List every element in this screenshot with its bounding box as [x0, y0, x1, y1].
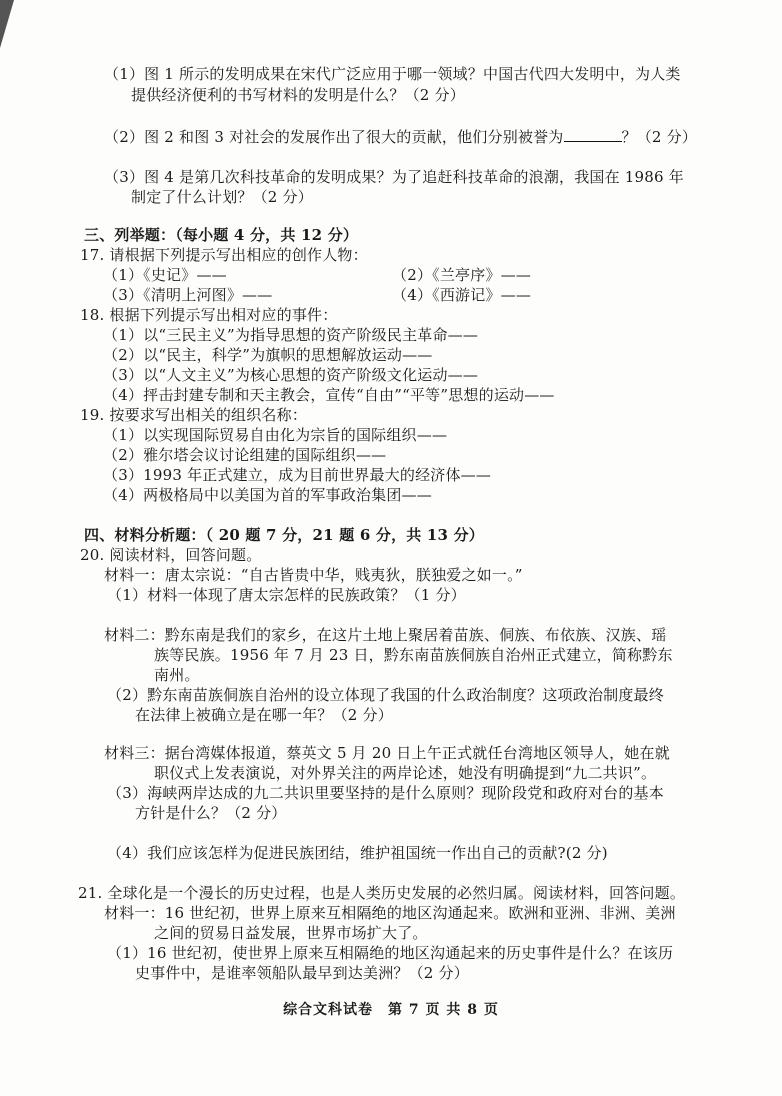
- q17-item: （3）《清明上河图》——: [103, 286, 273, 304]
- q21-material1-line1: 材料一：16 世纪初，世界上原来互相隔绝的地区沟通起来。欧洲和亚洲、非洲、美洲: [104, 904, 676, 922]
- q20-sub3-line2: 方针是什么？（2 分）: [135, 804, 287, 822]
- q20-material2-line1: 材料二：黔东南是我们的家乡，在这片土地上聚居着苗族、侗族、布依族、汉族、瑶: [104, 626, 667, 644]
- section4-heading: 四、材料分析题：（ 20 题 7 分，21 题 6 分，共 13 分）: [84, 526, 484, 544]
- q16-part2: [104, 127, 697, 147]
- q21-material1-line2: 之间的贸易日益发展，世界市场扩大了。: [154, 924, 428, 942]
- q21-sub1-line1: （1）16 世纪初，使世界上原来互相隔绝的地区沟通起来的历史事件是什么？在该历: [107, 944, 674, 962]
- q18-item: （1）以“三民主义”为指导思想的资产阶级民主革命——: [103, 326, 479, 344]
- page-footer: 综合文科试卷 第 7 页 共 8 页: [283, 1002, 499, 1018]
- q18-item: （3）以“人文主义”为核心思想的资产阶级文化运动——: [103, 366, 479, 384]
- q18-stem: 18. 根据下列提示写出相对应的事件：: [80, 306, 338, 324]
- q19-item: （4）两极格局中以美国为首的军事政治集团——: [103, 486, 432, 504]
- q19-item: （3）1993 年正式建立，成为目前世界最大的经济体——: [103, 466, 492, 484]
- q17-item: （2）《兰亭序》——: [392, 266, 532, 284]
- q20-stem: 20. 阅读材料，回答问题。: [80, 546, 262, 564]
- q21-stem: 21. 全球化是一个漫长的历史过程，也是人类历史发展的必然归属。阅读材料，回答问题。: [78, 884, 686, 902]
- q16-part1-line2: 提供经济便利的书写材料的发明是什么？（2 分）: [131, 86, 465, 104]
- q18-item: （4）抨击封建专制和天主教会，宣传“自由”“平等”思想的运动——: [103, 386, 555, 404]
- q20-sub2-line1: （2）黔东南苗族侗族自治州的设立体现了我国的什么政治制度？这项政治制度最终: [107, 686, 664, 704]
- q21-sub1-line2: 史事件中，是谁率领船队最早到达美洲？（2 分）: [135, 964, 469, 982]
- q20-material3-line2: 职仪式上发表演说，对外界关注的两岸论述，她没有明确提到“九二共识”。: [154, 764, 657, 782]
- q20-sub4: （4）我们应该怎样为促进民族团结，维护祖国统一作出自己的贡献?(2 分): [107, 844, 608, 862]
- q17-item: （4）《西游记》——: [392, 286, 532, 304]
- q17-stem: 17. 请根据下列提示写出相应的创作人物：: [80, 246, 368, 264]
- q19-item: （2）雅尔塔会议讨论组建的国际组织——: [103, 446, 387, 464]
- q20-material2-line2: 族等民族。1956 年 7 月 23 日，黔东南苗族侗族自治州正式建立，简称黔东: [154, 646, 673, 664]
- section3-heading: 三、列举题：（每小题 4 分，共 12 分）: [84, 226, 359, 244]
- scan-corner-mark: [0, 0, 14, 48]
- q20-sub3-line1: （3）海峡两岸达成的九二共识里要坚持的是什么原则？现阶段党和政府对台的基本: [107, 784, 664, 802]
- answer-blank: [564, 127, 622, 142]
- q19-item: （1）以实现国际贸易自由化为宗旨的国际组织——: [103, 426, 448, 444]
- q16-part3-line2: 制定了什么计划？（2 分）: [131, 188, 313, 206]
- q20-material3-line1: 材料三：据台湾媒体报道，蔡英文 5 月 20 日上午正式就任台湾地区领导人，她在就: [104, 744, 670, 762]
- q16-part2-end: ？（2 分）: [621, 128, 698, 146]
- q20-material2-line3: 南州。: [154, 666, 200, 684]
- q16-part1-line1: （1）图 1 所示的发明成果在宋代广泛应用于哪一领域？中国古代四大发明中，为人类: [104, 65, 681, 83]
- q17-item: （1）《史记》——: [103, 266, 227, 284]
- q16-part3-line1: （3）图 4 是第几次科技革命的发明成果？为了追赶科技革命的浪潮，我国在 1986 年: [104, 168, 684, 186]
- q16-part2-text: （2）图 2 和图 3 对社会的发展作出了很大的贡献，他们分别被誉为: [104, 128, 564, 146]
- q18-item: （2）以“民主，科学”为旗帜的思想解放运动——: [103, 346, 433, 364]
- q20-material1: 材料一：唐太宗说：“自古皆贵中华，贱夷狄，朕独爱之如一。”: [104, 566, 523, 584]
- q20-sub2-line2: 在法律上被确立是在哪一年？（2 分）: [135, 706, 393, 724]
- q20-sub1: （1）材料一体现了唐太宗怎样的民族政策？（1 分）: [107, 586, 466, 604]
- q19-stem: 19. 按要求写出相关的组织名称：: [80, 406, 308, 424]
